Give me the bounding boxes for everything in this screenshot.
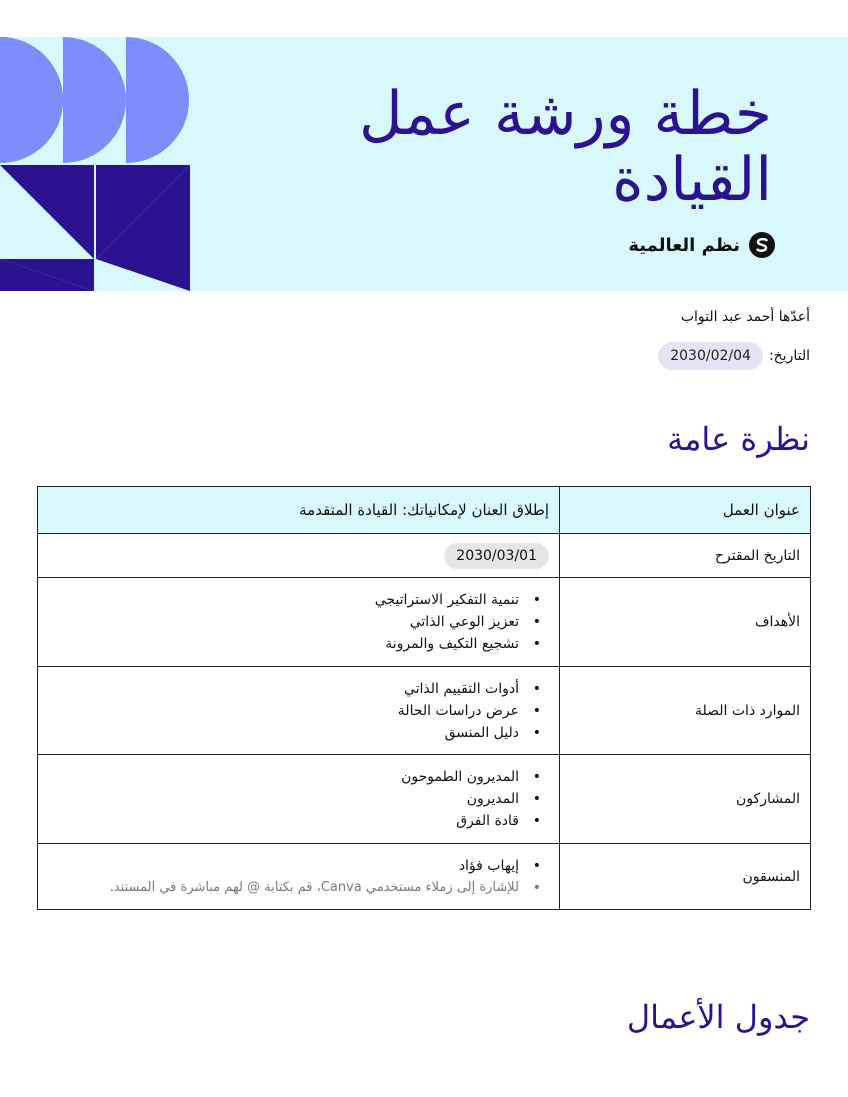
- triangle-shape: [0, 165, 94, 259]
- row-label: المنسقون: [560, 844, 811, 910]
- agenda-heading: جدول الأعمال: [626, 998, 810, 1036]
- table-row: [38, 578, 811, 667]
- table-row: [38, 755, 811, 844]
- brand: [628, 231, 776, 259]
- half-circle-shape: [63, 37, 126, 163]
- list-item: • تعزيز الوعي الذاتي: [48, 611, 549, 633]
- resources-list: [48, 678, 549, 744]
- row-label: عنوان العمل: [560, 487, 811, 534]
- participants-list: [48, 766, 549, 832]
- half-circle-shape: [0, 37, 62, 163]
- prepared-by: [681, 309, 810, 325]
- proposed-date-chip[interactable]: 2030/03/01: [444, 543, 549, 569]
- list-item: • المديرون الطموحون: [48, 766, 549, 788]
- row-label: التاريخ المقترح: [560, 534, 811, 578]
- goals-list: [48, 589, 549, 655]
- list-item: • عرض دراسات الحالة: [48, 700, 549, 722]
- list-item: • أدوات التقييم الذاتي: [48, 678, 549, 700]
- overview-heading: نظرة عامة: [667, 420, 810, 458]
- resources-cell: [38, 667, 560, 755]
- list-item: • إيهاب فؤاد: [48, 855, 549, 877]
- goals-cell: [38, 578, 560, 667]
- proposed-date-cell: [38, 534, 560, 578]
- list-item: • تشجيع التكيف والمرونة: [48, 633, 549, 655]
- document-title: [252, 81, 772, 213]
- date-chip[interactable]: 2030/02/04: [658, 342, 763, 370]
- mention-hint[interactable]: • للإشارة إلى زملاء مستخدمي Canva، قم بكتابة @ لهم مباشرة في المستند.: [48, 877, 549, 899]
- title-line-1: خطة ورشة عمل: [359, 79, 772, 149]
- list-item: • قادة الفرق: [48, 810, 549, 832]
- row-label: المشاركون: [560, 755, 811, 844]
- half-circle-shape: [126, 37, 189, 163]
- list-item: • تنمية التفكير الاستراتيجي: [48, 589, 549, 611]
- table-row: [38, 844, 811, 910]
- overview-table: [37, 486, 811, 910]
- title-line-2: القيادة: [612, 145, 772, 215]
- document-date: [658, 342, 810, 370]
- header-banner: [0, 37, 848, 291]
- list-item: • المديرون: [48, 788, 549, 810]
- brand-logo-icon: [748, 231, 776, 259]
- table-row: [38, 487, 811, 534]
- table-row: [38, 534, 811, 578]
- list-item: • دليل المنسق: [48, 722, 549, 744]
- participants-cell: [38, 755, 560, 844]
- table-row: [38, 667, 811, 755]
- row-label: الموارد ذات الصلة: [560, 667, 811, 755]
- facilitators-cell: [38, 844, 560, 910]
- date-label: التاريخ:: [768, 348, 810, 364]
- row-label: الأهداف: [560, 578, 811, 667]
- workshop-title: إطلاق العنان لإمكانياتك: القيادة المتقدمة: [38, 487, 560, 534]
- prepared-by-text: أعدّها أحمد عبد التواب: [680, 309, 810, 325]
- brand-name: نظم العالمية: [628, 234, 740, 256]
- geometric-art: [0, 37, 192, 291]
- facilitators-list: [48, 855, 549, 899]
